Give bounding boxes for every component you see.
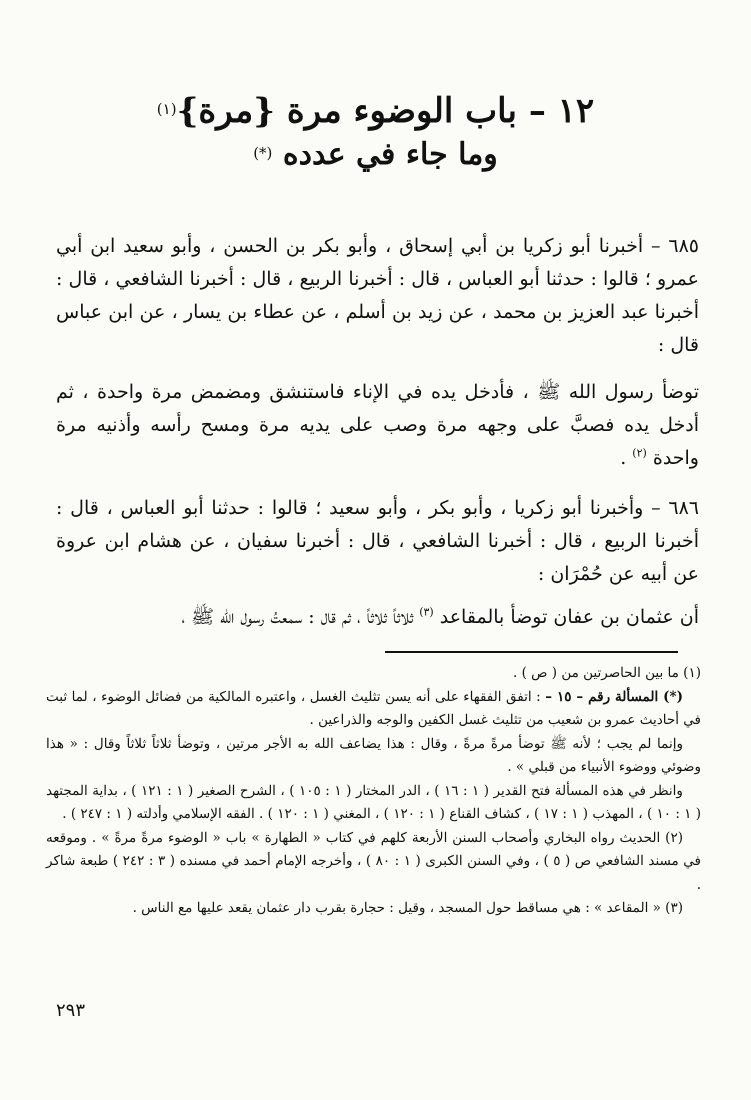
- footnote-1: (١) ما بين الحاصرتين من ( ص ) .: [513, 665, 701, 681]
- chapter-title-line-1: ١٢ – باب الوضوء مرة {مرة}$^{(١)}$: [156, 91, 595, 131]
- footnote-ref-star: (*): [253, 144, 273, 162]
- footnote-divider: [385, 651, 678, 653]
- hadith-686-text: أن عثمان بن عفان توضأ بالمقاعد $^{(٣)}$ ثلاثاً ثلاثاً ، ثم قال : سمعتُ رسول الله ﷺ ،: [181, 605, 699, 628]
- footnote-2: (٢) الحديث رواه البخاري وأصحاب السنن الأربعة كلهم في كتاب « الطهارة » باب « الوضوء مرةً مرةً » . وموقعه في مسند الشافعي ص ( ٥ ) ، وفي السنن الكبرى ( ١ : ٨٠ ) ، وأخرجه الإمام أحمد في مسنده ( ٣ : ٢٤٢ ) طبعة شاكر .: [46, 829, 701, 893]
- page-number: ٢٩٣: [56, 1000, 86, 1021]
- footnotes: [46, 662, 701, 921]
- footnote-ref-3: (٣): [419, 605, 434, 619]
- hadith-685-isnad: ٦٨٥ – أخبرنا أبو زكريا بن أبي إسحاق ، وأبو بكر بن الحسن ، وأبو سعيد ابن أبي عمرو ؛ قالوا : حدثنا أبو العباس ، قال : أخبرنا الربيع ، قال : أخبرنا الشافعي ، قال : أخبرنا عبد العزيز بن محمد ، عن زيد بن أسلم ، عن عطاء بن يسار ، عن ابن عباس قال :: [56, 235, 699, 356]
- hadith-686-isnad: ٦٨٦ – وأخبرنا أبو زكريا ، وأبو بكر ، وأبو سعيد ؛ قالوا : حدثنا أبو العباس ، قال : أخبرنا الربيع ، قال : أخبرنا الشافعي ، قال : أخبرنا سفيان ، عن هشام ابن عروة عن أبيه عن حُمْرَان :: [56, 497, 699, 585]
- footnote-ref-2: (٢): [632, 446, 647, 460]
- footnote-star: (*) المسألة رقم – ١٥ – : اتفق الفقهاء على أنه يسن تثليث الغسل ، واعتبره المالكية من فضائل الوضوء ، لما ثبت في أحاديث عمرو بن شعيب من تثليث غسل الكفين والوجه والذراعين .: [46, 688, 701, 728]
- footnote-ref-1: (١): [156, 100, 177, 118]
- footnote-star-2: وإنما لم يجب ؛ لأنه ﷺ توضأ مرةً مرةً ، وقال : هذا يضاعف الله به الأجر مرتين ، وتوضأ ثلاثاً ثلاثاً وقال : « هذا وضوئي ووضوء الأنبياء من قبلي » .: [46, 735, 701, 775]
- footnote-3: (٣) « المقاعد » : هي مساقط حول المسجد ، وقيل : حجارة بقرب دار عثمان يقعد عليها مع الناس .: [132, 900, 683, 916]
- chapter-title-line-2: وما جاء في عدده (*): [253, 137, 498, 172]
- footnote-star-3: وانظر في هذه المسألة فتح القدير ( ١ : ١٦ ) ، الدر المختار ( ١ : ١٠٥ ) ، الشرح الصغير ( ١ : ١٢١ ) ، بداية المجتهد ( ١ : ١٠ ) ، المهذب ( ١ : ١٧ ) ، كشاف القناع ( ١ : ١٢٠ ) ، المغني ( ١ : ١٢٠ ) . الفقه الإسلامي وأدلته ( ١ : ٢٤٧ ) .: [46, 782, 701, 822]
- hadith-685-text: توضأ رسول الله ﷺ ، فأدخل يده في الإناء فاستنشق ومضمض مرة واحدة ، ثم أدخل يده فصبَّ على وجهه مرة وصب على يديه مرة ومسح رأسه وأذنيه مرة واحدة $^{(٢)}$ .: [56, 381, 699, 469]
- chapter-heading: [40, 88, 711, 176]
